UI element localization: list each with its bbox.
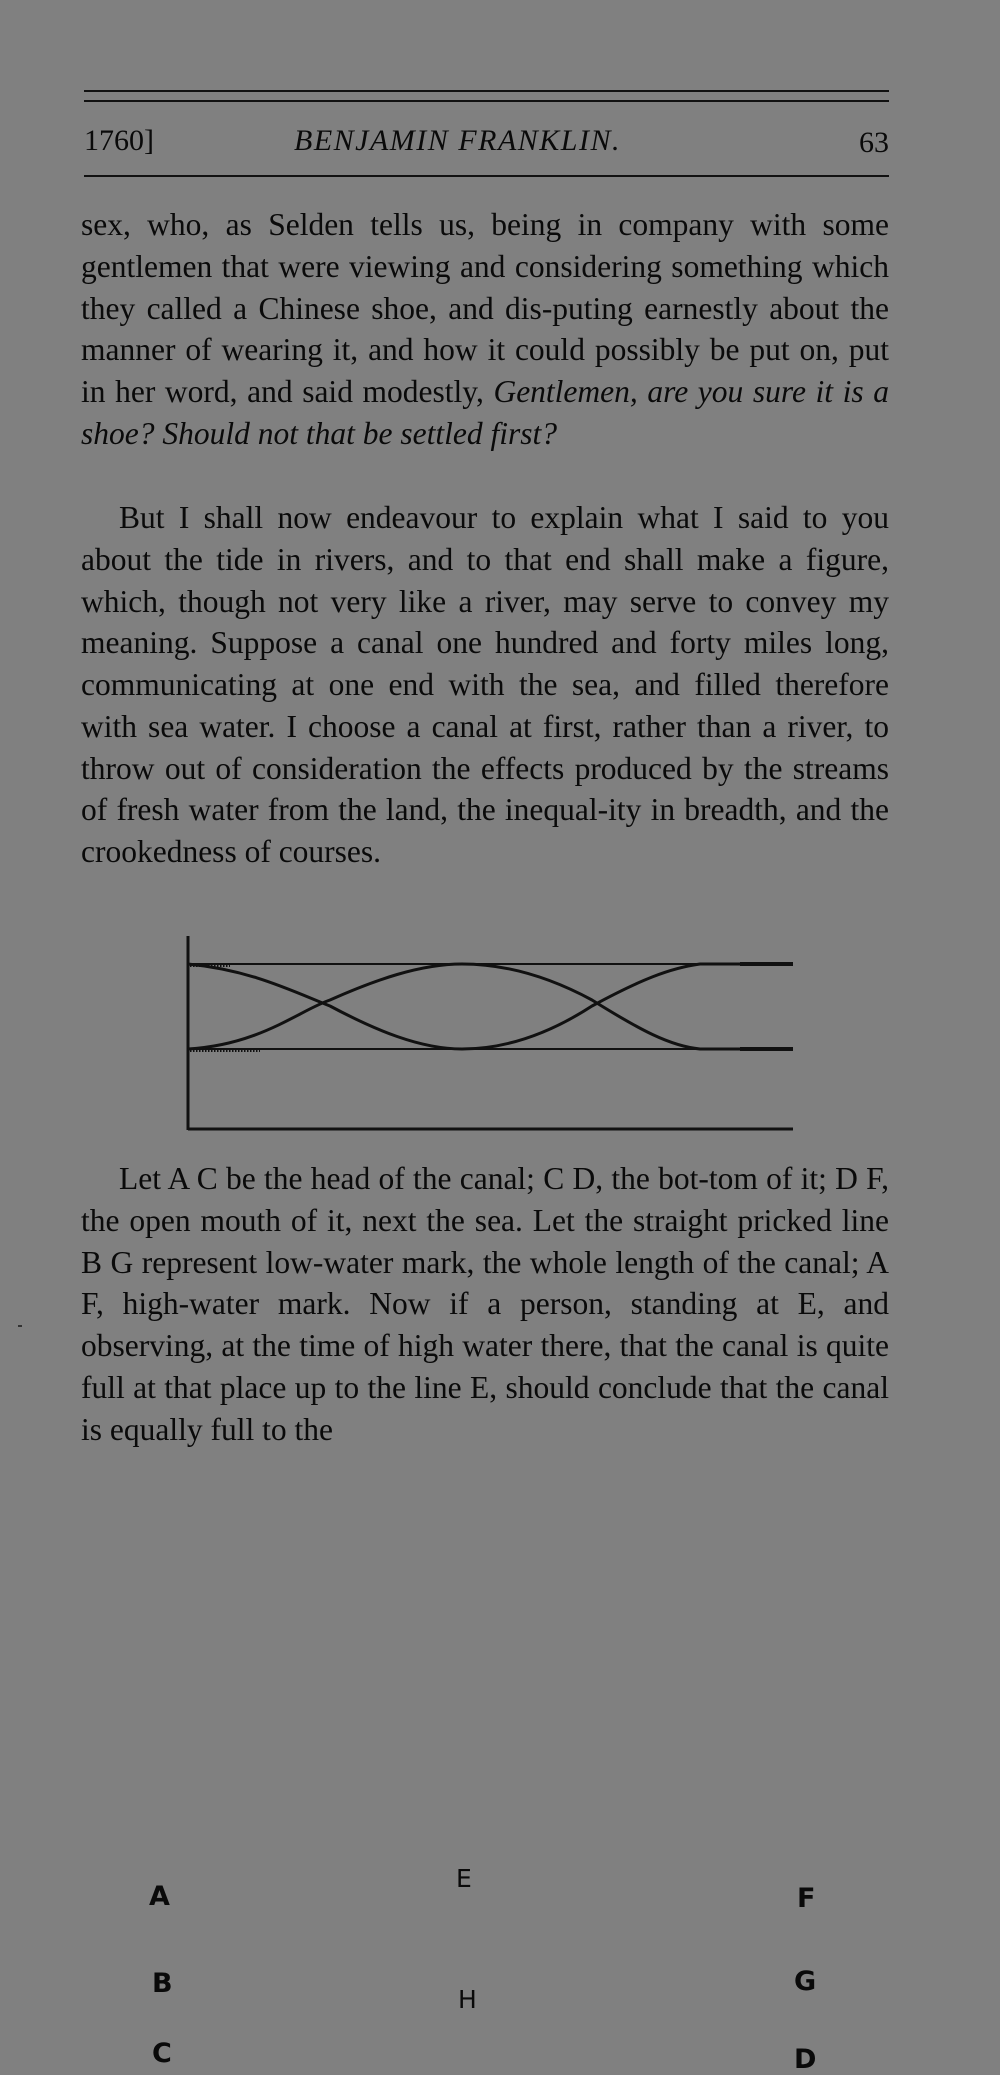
label-b: B	[152, 1968, 173, 1999]
running-head-year: 1760]	[84, 124, 154, 157]
paragraph-2-text: But I shall now endeavour to explain what I said to you about the tide in rivers, and to that end shall make a figure, which, though not very like a river, may serve to convey my meaning. Suppose a canal one hundred and forty miles long, communicating at one end with the sea, and filled therefore with sea water. I choose a canal at first, rather than a river, to throw out of consideration the effects produced by the streams of fresh water from the land, the inequal-ity in breadth, and the crookedness of courses.	[81, 500, 889, 869]
paragraph-3-text: Let A C be the head of the canal; C D, the bot-tom of it; D F, the open mouth of it, next the sea. Let the straight pricked line B G represent low-water mark, the whole length of the canal; A F, high-water mark. Now if a person, standing at E, and observing, at the time of high water there, that the canal is quite full at that place up to the line E, should conclude that the canal is equally full to the	[81, 1161, 889, 1447]
header-rule-second	[84, 100, 889, 102]
label-e: E	[456, 1864, 472, 1893]
margin-mark	[18, 1325, 22, 1327]
header-rule-bottom	[84, 175, 889, 177]
paragraph-1-quote: Gentlemen, are you sure it is a shoe? Should not that be settled first?	[81, 374, 889, 451]
paragraph-2	[81, 497, 889, 873]
paragraph-1-text: sex, who, as Selden tells us, being in company with some gentlemen that were viewing and considering something which they called a Chinese shoe, and dis-puting earnestly about the manner of wearing it, and how it could possibly be put on, put in her word, and said modestly,	[81, 207, 889, 409]
label-h: H	[458, 1985, 477, 2014]
paragraph-1	[81, 204, 889, 455]
label-d: D	[794, 2044, 817, 2075]
header-rule-top	[84, 90, 889, 92]
label-c: C	[152, 2038, 172, 2069]
page-number: 63	[859, 126, 889, 159]
running-head-title: BENJAMIN FRANKLIN.	[294, 124, 621, 157]
curve-low-at-e	[188, 964, 793, 1049]
curve-high-at-e	[188, 964, 793, 1049]
paragraph-3	[81, 1158, 889, 1450]
label-f: F	[797, 1883, 816, 1914]
running-head	[84, 120, 889, 164]
canal-diagram	[0, 930, 1000, 1145]
label-g: G	[794, 1966, 817, 1997]
label-a: A	[149, 1881, 170, 1912]
